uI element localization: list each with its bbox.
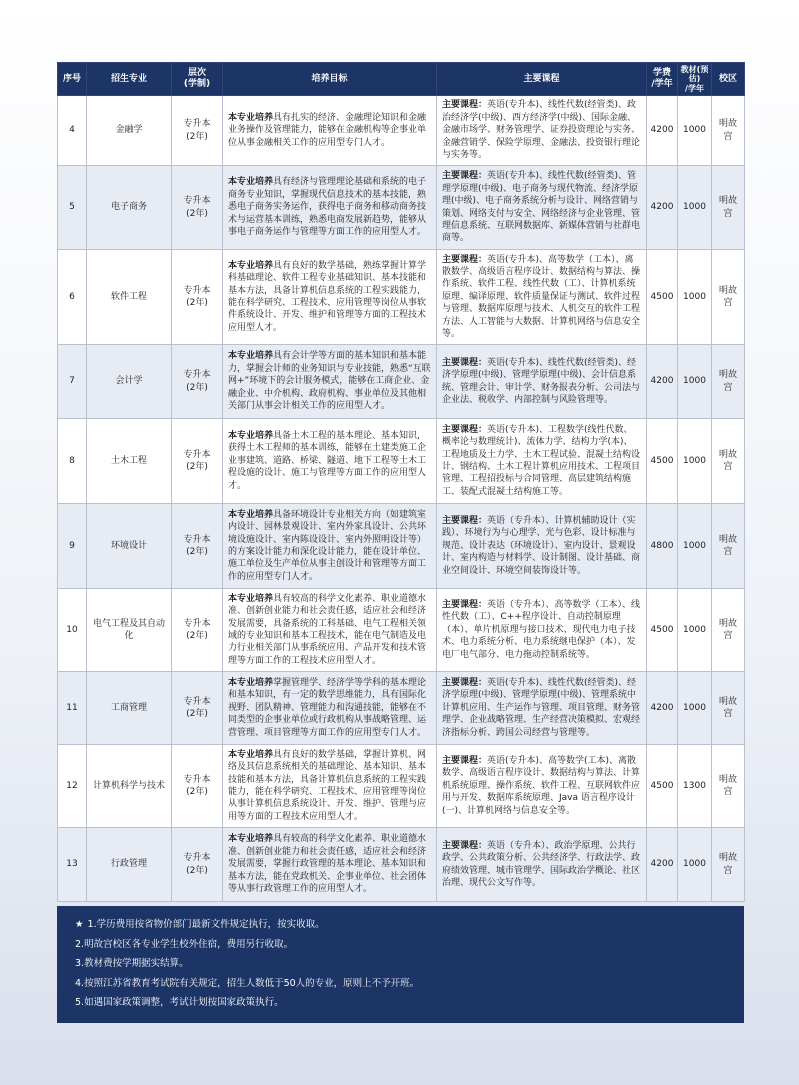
- cell-book: 1000: [678, 96, 712, 166]
- course-prefix: 主要课程：: [442, 515, 488, 526]
- cell-seq: 4: [58, 96, 87, 166]
- cell-seq: 7: [58, 345, 87, 419]
- cell-goal: [223, 345, 437, 419]
- courses-text: 英语(专升本)、工程数学(线性代数、概率论与数理统计)、流体力学、结构力学(本)、工程地质及土力学、土木工程试验、混凝土结构设计、钢结构、土木工程计算机应用技术、工程项目管理、工程招投标与合同管理、高层建筑结构施工、装配式混凝土结构施工等。: [442, 424, 641, 497]
- cell-courses: [437, 745, 647, 828]
- table-header-row: [58, 63, 745, 96]
- level-text: 专升本: [183, 853, 211, 864]
- note-item-1: [75, 915, 734, 935]
- cell-book: 1000: [678, 250, 712, 345]
- table-row: [58, 828, 745, 902]
- enrollment-table-container: [57, 62, 744, 902]
- courses-text: 英语(专升本)、线性代数(经管类)、管理学原理(中级)、电子商务与现代物流、经济学原理(中级)、电子商务系统分析与设计、网络营销与策划、网络支付与安全、网络经济与企业管理、管理信息系统、互联网数据库、新媒体营销与社群电商等。: [442, 171, 641, 244]
- level-text: 专升本: [183, 534, 211, 545]
- cell-campus: 明故宫: [712, 828, 745, 902]
- header-seq: 序号: [58, 63, 87, 96]
- cell-level: [172, 419, 223, 504]
- cell-book: 1000: [678, 828, 712, 902]
- courses-text: 英语(专升本)、高等数学(工本)、离散数学、高级语言程序设计、数据结构与算法、计算机系统原理、操作系统、软件工程、互联网软件应用与开发、数据库系统原理、Java 语言程序设计(一)、计算机网络与信息安全等。: [442, 755, 641, 816]
- cell-book: 1000: [678, 345, 712, 419]
- course-prefix: 主要课程：: [442, 100, 488, 111]
- cell-level: [172, 745, 223, 828]
- cell-campus: 明故宫: [712, 345, 745, 419]
- header-book-line1: 教材(预估): [680, 64, 709, 84]
- cell-major: 软件工程: [87, 250, 172, 345]
- cell-fee: 4500: [647, 745, 678, 828]
- duration-text: (2年): [186, 298, 208, 308]
- level-text: 专升本: [183, 285, 211, 296]
- level-text: 专升本: [183, 618, 211, 629]
- table-row: [58, 745, 745, 828]
- header-fee-line2: /学年: [651, 79, 673, 89]
- duration-text: (2年): [186, 208, 208, 219]
- course-prefix: 主要课程：: [442, 755, 488, 766]
- note-item-2: [75, 935, 734, 955]
- note-text-4: 4.按照江苏省教育考试院有关规定，招生人数低于50人的专业，原则上不予开班。: [75, 977, 420, 989]
- header-level-line2: (学制): [183, 79, 211, 89]
- table-row: [58, 504, 745, 589]
- note-item-3: [75, 954, 734, 974]
- cell-seq: 12: [58, 745, 87, 828]
- level-text: 专升本: [183, 196, 211, 207]
- cell-seq: 8: [58, 419, 87, 504]
- cell-fee: 4200: [647, 166, 678, 250]
- goal-prefix: 本专业培养: [228, 112, 274, 123]
- cell-seq: 13: [58, 828, 87, 902]
- cell-fee: 4200: [647, 345, 678, 419]
- cell-major: 会计学: [87, 345, 172, 419]
- cell-campus: 明故宫: [712, 250, 745, 345]
- cell-goal: [223, 828, 437, 902]
- level-text: 专升本: [183, 774, 211, 785]
- course-prefix: 主要课程：: [442, 171, 488, 182]
- cell-major: 电子商务: [87, 166, 172, 250]
- goal-text: 具有良好的数学基础，熟练掌握计算学科基础理论、软件工程专业基础知识、基本技能和基本方法，具备计算机信息系统的工程实践能力，能在科学研究、工程技术、应用管理等岗位从事软件系统设计、开发、维护和管理等方面的工程技术应用型人才。: [228, 260, 427, 333]
- cell-campus: 明故宫: [712, 504, 745, 589]
- cell-level: [172, 96, 223, 166]
- note-text-3: 3.教材费按学期据实结算。: [75, 958, 189, 969]
- cell-major: 土木工程: [87, 419, 172, 504]
- courses-text: 英语(专升本)、线性代数(经管类)、政治经济学(中级)、西方经济学(中级)、国际金融、金融市场学、财务管理学、证券投资理论与实务、金融营销学、保险学原理、金融法、投资银行理论与实务等。: [442, 100, 641, 161]
- cell-seq: 9: [58, 504, 87, 589]
- table-row: [58, 672, 745, 745]
- cell-courses: [437, 672, 647, 745]
- duration-text: (2年): [186, 131, 208, 142]
- cell-courses: [437, 96, 647, 166]
- header-major: 招生专业: [87, 63, 172, 96]
- level-text: 专升本: [183, 119, 211, 130]
- cell-goal: [223, 96, 437, 166]
- cell-campus: 明故宫: [712, 589, 745, 672]
- course-prefix: 主要课程：: [442, 254, 488, 265]
- header-courses: 主要课程: [437, 63, 647, 96]
- courses-text: 英语（专升本）、高等数学（工本）、线性代数（工）、C++程序设计、自动控制原理（本）、单片机原理与接口技术、现代电力电子技术、电力系统分析、电力系统继电保护（本）、发电厂电气部分、电力拖动控制系统等。: [442, 599, 641, 660]
- course-prefix: 主要课程：: [442, 599, 488, 610]
- cell-goal: [223, 166, 437, 250]
- note-text-1: 1.学历费用按省物价部门最新文件规定执行，按实收取。: [87, 919, 325, 930]
- goal-prefix: 本专业培养: [228, 749, 274, 760]
- cell-campus: 明故宫: [712, 96, 745, 166]
- note-text-2: 2.明故宫校区各专业学生校外住宿，费用另行收取。: [75, 938, 294, 950]
- table-row: [58, 589, 745, 672]
- goal-text: 具有会计学等方面的基本知识和基本能力，掌握会计师的业务知识与专业技能，熟悉“互联网+”环境下的会计服务模式，能够在工商企业、金融企业、中介机构、政府机构、事业单位及其他相关部门从事会计相关工作的应用型人才。: [228, 351, 431, 412]
- cell-fee: 4200: [647, 96, 678, 166]
- cell-goal: [223, 250, 437, 345]
- goal-text: 具有经济与管理理论基础和系统的电子商务专业知识，掌握现代信息技术的基本技能，熟悉电子商务实务运作，获得电子商务和移动商务技术与运营基本训练，熟悉电商发展新趋势，能够从事电子商务运作与管理等方面工作的应用型人才。: [228, 177, 427, 238]
- cell-campus: 明故宫: [712, 672, 745, 745]
- course-prefix: 主要课程：: [442, 840, 488, 851]
- header-fee: [647, 63, 678, 96]
- courses-text: 英语(专升本)、高等数学（工本）、离散数学、高级语言程序设计、数据结构与算法、操作系统、软件工程、线性代数（工）、计算机系统原理、编译原理、软件质量保证与测试、软件过程与管理、数据库原理与技术、人机交互的软件工程方法、人工智能与大数据、计算机网络与信息安全等。: [442, 254, 641, 340]
- duration-text: (2年): [186, 709, 208, 719]
- header-book: [678, 63, 712, 96]
- duration-text: (2年): [186, 787, 208, 797]
- goal-prefix: 本专业培养: [228, 430, 274, 441]
- cell-book: 1000: [678, 504, 712, 589]
- cell-level: [172, 828, 223, 902]
- header-campus: 校区: [712, 63, 745, 96]
- cell-courses: [437, 166, 647, 250]
- goal-prefix: 本专业培养: [228, 834, 274, 845]
- cell-courses: [437, 345, 647, 419]
- cell-major: 环境设计: [87, 504, 172, 589]
- header-fee-line1: 学费: [652, 68, 671, 79]
- enrollment-table: [57, 62, 745, 902]
- goal-text: 掌握管理学、经济学等学科的基本理论和基本知识，有一定的数学思维能力，具有国际化视野、团队精神、管理能力和沟通技能，能够在不同类型的企事业单位或行政机构从事战略管理、运营管理、项目管理等方面工作的应用型专门人才。: [228, 677, 427, 738]
- goal-text: 具有扎实的经济、金融理论知识和金融业务操作及管理能力，能够在金融机构等企事业单位从事金融相关工作的应用型专门人才。: [228, 112, 427, 148]
- course-prefix: 主要课程：: [442, 357, 488, 368]
- cell-fee: 4500: [647, 250, 678, 345]
- cell-goal: [223, 745, 437, 828]
- cell-fee: 4800: [647, 504, 678, 589]
- level-text: 专升本: [183, 449, 211, 460]
- level-text: 专升本: [183, 696, 211, 707]
- cell-book: 1000: [678, 589, 712, 672]
- star-icon: ★: [75, 919, 84, 930]
- course-prefix: 主要课程：: [442, 677, 488, 688]
- cell-book: 1000: [678, 166, 712, 250]
- table-row: [58, 345, 745, 419]
- duration-text: (2年): [186, 547, 208, 557]
- cell-book: 1300: [678, 745, 712, 828]
- goal-prefix: 本专业培养: [228, 593, 274, 604]
- cell-fee: 4200: [647, 828, 678, 902]
- cell-campus: 明故宫: [712, 166, 745, 250]
- courses-text: 英语（专升本）、计算机辅助设计（实践）、环境行为与心理学、光与色彩、设计标准与规范、设计表达（环境设计）、室内设计、景观设计、室内构造与材料学、设计制图、设计基础、商业空间设计、环境空间装饰设计等。: [442, 515, 641, 576]
- goal-prefix: 本专业培养: [228, 509, 274, 520]
- goal-prefix: 本专业培养: [228, 260, 274, 271]
- header-book-line2: /学年: [685, 83, 704, 93]
- table-body: [58, 96, 745, 902]
- cell-major: 工商管理: [87, 672, 172, 745]
- cell-seq: 5: [58, 166, 87, 250]
- cell-goal: [223, 504, 437, 589]
- header-goal: 培养目标: [223, 63, 437, 96]
- cell-level: [172, 504, 223, 589]
- cell-goal: [223, 672, 437, 745]
- cell-courses: [437, 589, 647, 672]
- courses-text: 英语（专升本）、政治学原理、公共行政学、公共政策分析、公共经济学、行政法学、政府绩效管理、城市管理学、国际政治学概论、社区治理、现代公文写作等。: [442, 840, 641, 888]
- note-item-5: [75, 993, 734, 1013]
- cell-courses: [437, 250, 647, 345]
- goal-text: 具有良好的数学基础，掌握计算机、网络及其信息系统相关的基础理论、基本知识、基本技能和基本方法，具备计算机信息系统的工程实践能力，能在科学研究、工程技术、应用管理等岗位从事计算机信息系统设计、开发、维护、管理与应用等方面的工程技术应用型人才。: [228, 749, 427, 822]
- cell-courses: [437, 419, 647, 504]
- header-level-line1: 层次: [187, 68, 206, 79]
- course-prefix: 主要课程：: [442, 424, 488, 435]
- cell-campus: 明故宫: [712, 745, 745, 828]
- cell-fee: 4500: [647, 589, 678, 672]
- cell-major: 行政管理: [87, 828, 172, 902]
- goal-prefix: 本专业培养: [228, 677, 274, 688]
- duration-text: (2年): [186, 462, 208, 472]
- cell-fee: 4500: [647, 419, 678, 504]
- cell-major: 计算机科学与技术: [87, 745, 172, 828]
- cell-major: 金融学: [87, 96, 172, 166]
- cell-campus: 明故宫: [712, 419, 745, 504]
- goal-text: 具备土木工程的基本理论、基本知识，获得土木工程师的基本训练，能够在土建类施工企业事建筑、道路、桥梁、隧道、地下工程等土木工程设施的设计、施工与管理等方面工作的应用型人才。: [228, 430, 427, 491]
- cell-level: [172, 345, 223, 419]
- courses-text: 英语(专升本)、线性代数(经管类)、经济学原理(中级)、管理学原理(中级)、管理系统中计算机应用、生产运作与管理、项目管理、财务管理学、企业战略管理、生产经营决策模拟、宏观经济指标分析、跨国公司经营与管理等。: [442, 677, 641, 738]
- cell-major: 电气工程及其自动化: [87, 589, 172, 672]
- goal-prefix: 本专业培养: [228, 351, 274, 362]
- table-row: [58, 166, 745, 250]
- goal-text: 具有较高的科学文化素养、职业道德水准、创新创业能力和社会责任感，适应社会和经济发展需要，掌握行政管理的基本理论、基本知识和基本方法，能在党政机关、企事业单位、社会团体等从事行政管理工作的应用型人才。: [228, 834, 427, 895]
- note-item-4: [75, 974, 734, 994]
- goal-text: 具有较高的科学文化素养、职业道德水准、创新创业能力和社会责任感，适应社会和经济发展需要，具备系统的工科基础、电气工程相关领域的专业知识和基本工程技术，能在电气制造及电力行业相关部门从事系统应用、产品开发和技术管理等方面工作的工程技术应用型人才。: [228, 593, 427, 666]
- duration-text: (2年): [186, 382, 208, 393]
- cell-book: 1000: [678, 419, 712, 504]
- cell-seq: 11: [58, 672, 87, 745]
- cell-seq: 6: [58, 250, 87, 345]
- goal-text: 具备环境设计专业相关方向（如建筑室内设计、园林景观设计、室内外家具设计、公共环境设施设计、室内陈设设计、室内外照明设计等）的方案设计能力和深化设计能力，能在设计单位、施工单位及生产单位从事主创设计和管理等方面工作的应用型专门人才。: [228, 509, 427, 582]
- cell-level: [172, 672, 223, 745]
- goal-prefix: 本专业培养: [228, 177, 274, 188]
- duration-text: (2年): [186, 865, 208, 876]
- cell-seq: 10: [58, 589, 87, 672]
- level-text: 专升本: [183, 370, 211, 381]
- cell-goal: [223, 589, 437, 672]
- cell-fee: 4200: [647, 672, 678, 745]
- cell-book: 1000: [678, 672, 712, 745]
- table-row: [58, 250, 745, 345]
- duration-text: (2年): [186, 631, 208, 641]
- notes-box: [57, 906, 744, 1023]
- table-row: [58, 419, 745, 504]
- table-row: [58, 96, 745, 166]
- cell-level: [172, 589, 223, 672]
- cell-level: [172, 250, 223, 345]
- cell-courses: [437, 828, 647, 902]
- courses-text: 英语(专升本)、线性代数(经管类)、经济学原理(中级)、管理学原理(中级)、会计信息系统、管理会计、审计学、财务报表分析、公司法与企业法、税收学、内部控制与风险管理等。: [442, 357, 641, 405]
- cell-goal: [223, 419, 437, 504]
- header-level: [172, 63, 223, 96]
- note-text-5: 5.如遇国家政策调整，考试计划按国家政策执行。: [75, 997, 284, 1008]
- cell-courses: [437, 504, 647, 589]
- cell-level: [172, 166, 223, 250]
